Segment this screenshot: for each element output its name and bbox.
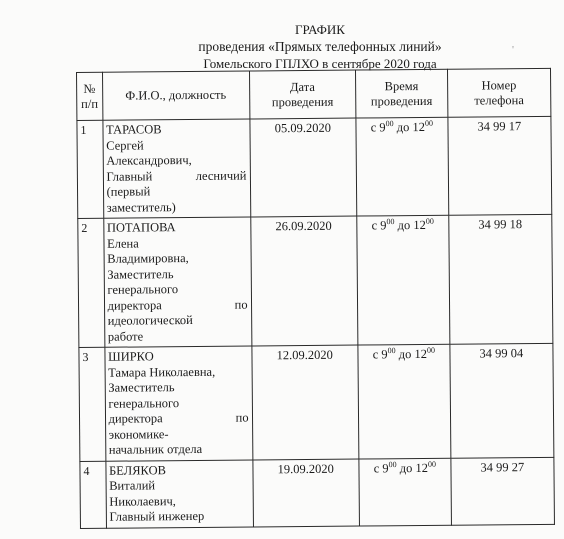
person-position-line <box>107 184 247 201</box>
person-given-name: Александрович, <box>106 152 192 168</box>
position-word: идеологической <box>107 312 193 328</box>
row-number: 1 <box>77 120 103 218</box>
document-subtitle: проведения «Прямых телефонных линий» <box>198 39 442 54</box>
date-cell: 26.09.2020 <box>250 216 358 346</box>
person-position-line <box>107 199 247 216</box>
document-title: ГРАФИК <box>295 22 345 37</box>
person-position-line <box>107 282 247 299</box>
row-number: 2 <box>78 218 105 347</box>
position-word: заместитель) <box>106 199 176 215</box>
date-cell: 05.09.2020 <box>249 118 356 217</box>
time-from-minutes: 00 <box>386 217 395 227</box>
row-number: 4 <box>80 461 106 528</box>
position-word: Заместитель <box>108 380 175 395</box>
person-position-line <box>108 297 248 314</box>
position-word: Главный <box>106 168 153 184</box>
time-range <box>371 120 433 135</box>
person-given-name: Владимировна, <box>107 251 189 266</box>
person-surname: БЕЛЯКОВ <box>108 462 166 478</box>
person-surname: ПОТАПОВА <box>106 220 176 235</box>
table-row <box>79 343 554 461</box>
table-body <box>77 116 555 528</box>
time-cell <box>356 117 448 216</box>
person-given-name: Сергей <box>106 137 144 153</box>
person-position-line <box>108 313 248 330</box>
title-block <box>110 21 530 72</box>
person-given-name: Елена <box>106 235 139 251</box>
person-position-line <box>108 328 248 345</box>
position-word: лесничий <box>195 168 247 183</box>
phone-cell: 34 99 27 <box>451 457 555 525</box>
time-to-minutes: 00 <box>427 459 436 469</box>
header-time-line1: Время <box>384 78 419 93</box>
header-num <box>77 72 103 120</box>
person-cell <box>104 346 252 461</box>
time-from-minutes: 00 <box>388 459 397 469</box>
date-cell: 19.09.2020 <box>252 459 359 527</box>
person-given-name: Тамара Николаевна, <box>108 364 216 380</box>
time-from: с 9 <box>370 120 386 135</box>
time-to-minutes: 00 <box>425 216 434 226</box>
position-word: Главный инженер <box>109 508 205 524</box>
header-name: Ф.И.О., должность <box>102 71 249 120</box>
header-time <box>356 69 448 118</box>
time-range <box>374 460 436 475</box>
position-word: директора <box>107 297 162 313</box>
phone-cell: 34 99 17 <box>448 116 552 215</box>
header-phone <box>447 68 551 117</box>
time-from: с 9 <box>372 347 388 362</box>
person-position-line <box>109 509 249 526</box>
position-word: начальник отдела <box>108 441 203 457</box>
phone-cell: 34 99 18 <box>448 214 552 344</box>
phone-cell: 34 99 04 <box>450 343 554 457</box>
position-word: (первый <box>106 184 151 199</box>
row-number: 3 <box>79 347 106 461</box>
time-cell <box>358 344 451 458</box>
table-header-row <box>77 68 551 120</box>
person-position-line <box>107 266 247 283</box>
document-subtitle-org: Гомельского ГПЛХО в сентябре 2020 года <box>203 56 437 71</box>
table-row <box>77 116 552 218</box>
position-word: работе <box>107 328 144 344</box>
position-word: Заместитель <box>107 266 174 282</box>
time-cell <box>357 215 450 345</box>
time-to: до 12 <box>395 346 428 362</box>
time-to: до 12 <box>396 460 429 475</box>
time-range <box>371 218 433 233</box>
time-from: с 9 <box>371 218 387 233</box>
header-date-line2: проведения <box>271 94 334 109</box>
header-phone-line2: телефона <box>474 92 524 108</box>
table-row <box>80 457 555 528</box>
time-cell <box>359 458 451 526</box>
time-from-minutes: 00 <box>385 119 394 129</box>
time-to-minutes: 00 <box>426 345 435 355</box>
person-surname: ТАРАСОВ <box>106 122 162 137</box>
schedule-table <box>76 68 555 529</box>
time-from-minutes: 00 <box>387 346 396 356</box>
person-position-line <box>108 380 248 397</box>
position-word: по <box>235 410 249 425</box>
person-cell <box>102 119 250 218</box>
person-position-line <box>108 395 248 412</box>
person-cell <box>105 459 253 527</box>
person-position-line <box>106 168 246 185</box>
header-time-line2: проведения <box>370 93 433 108</box>
time-from: с 9 <box>373 460 389 475</box>
header-date <box>249 70 356 119</box>
person-position-line <box>109 442 249 459</box>
position-word: директора <box>108 411 163 426</box>
person-position-line <box>109 426 249 443</box>
time-to: до 12 <box>394 217 426 233</box>
table-row <box>78 214 553 347</box>
position-word: генерального <box>108 395 180 411</box>
time-range <box>373 347 435 362</box>
person-position-line <box>109 411 249 428</box>
person-given-name: Николаевич, <box>109 493 176 509</box>
scan-speck: ' <box>512 44 514 56</box>
header-phone-line1: Номер <box>481 77 517 92</box>
position-word: экономике- <box>108 426 169 442</box>
person-cell <box>103 217 251 347</box>
person-surname: ШИРКО <box>107 349 154 364</box>
person-given-name: Виталий <box>109 478 156 493</box>
position-word: по <box>234 297 248 312</box>
position-word: генерального <box>107 282 179 297</box>
time-to-minutes: 00 <box>424 118 434 128</box>
header-date-line1: Дата <box>289 79 315 94</box>
header-num-line2: п/п <box>81 96 99 111</box>
header-num-line1: № <box>83 81 96 96</box>
time-to: до 12 <box>393 119 426 135</box>
date-cell: 12.09.2020 <box>251 345 359 459</box>
